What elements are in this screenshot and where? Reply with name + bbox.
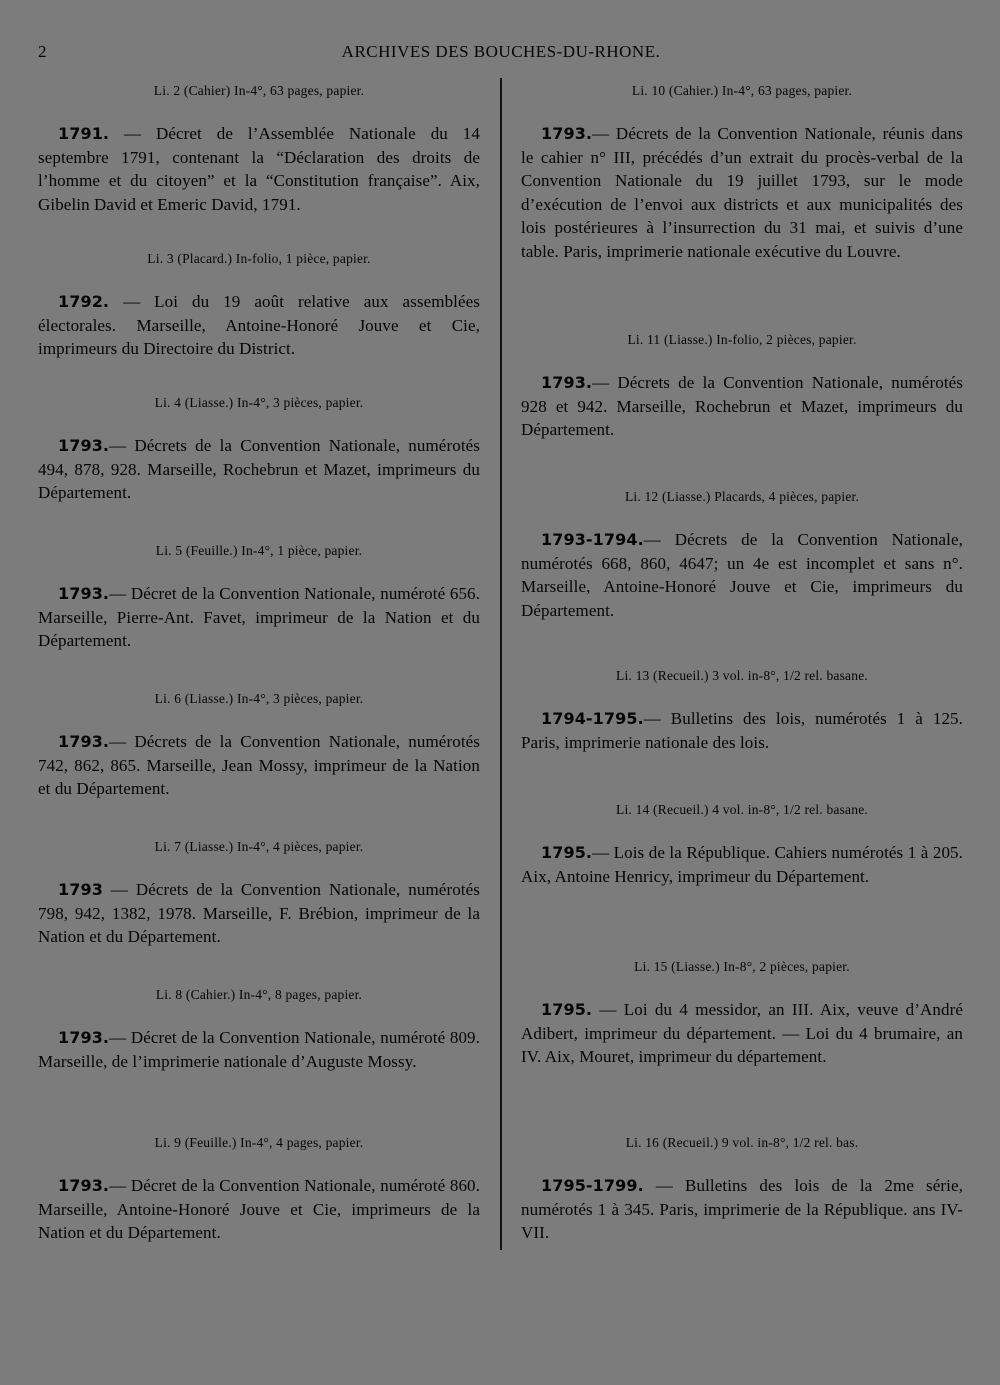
entry-year: 1793. <box>541 124 593 143</box>
entry-text <box>38 878 480 949</box>
entry <box>38 82 480 216</box>
entry-cote: Li. 13 (Recueil.) 3 vol. in-8°, 1/2 rel. basane. <box>616 668 868 683</box>
column-divider <box>500 78 502 1250</box>
entry-cote: Li. 11 (Liasse.) In-folio, 2 pièces, papier. <box>627 332 857 347</box>
entry-description: — Lois de la République. Cahiers numérotés 1 à 205. Aix, Antoine Henricy, imprimeur du Département. <box>521 843 963 886</box>
entry-text <box>38 730 480 801</box>
entry-description: — Loi du 4 messidor, an III. Aix, veuve d’André Adibert, imprimeur du département. — Loi du 4 brumaire, an IV. Aix, Mouret, imprimeur du département. <box>521 1000 963 1066</box>
entry-year: 1793. <box>58 1176 110 1195</box>
entry-description: — Décrets de la Convention Nationale, numérotés 668, 860, 4647; un 4e est incomplet et sans n°. Marseille, Antoine-Honoré Jouve et Cie, imprimeurs du Département. <box>521 530 963 620</box>
entry-description: — Décret de la Convention Nationale, numéroté 656. Marseille, Pierre-Ant. Favet, imprimeur de la Nation et du Département. <box>38 584 480 650</box>
entry-text <box>521 707 963 754</box>
entry <box>521 331 963 442</box>
entry-year: 1793. <box>58 436 110 455</box>
entry-cote: Li. 12 (Liasse.) Placards, 4 pièces, papier. <box>624 489 860 504</box>
entry-description: — Bulletins des lois, numérotés 1 à 125. Paris, imprimerie nationale des lois. <box>521 709 963 752</box>
entry-description: — Décret de la Convention Nationale, numéroté 860. Marseille, Antoine-Honoré Jouve et Cie, imprimeurs de la Nation et du Département. <box>38 1176 480 1242</box>
entry <box>521 801 963 888</box>
entry <box>38 838 480 949</box>
entry-description: — Décrets de la Convention Nationale, numérotés 798, 942, 1382, 1978. Marseille, F. Brébion, imprimeur de la Nation et du Département. <box>38 880 480 946</box>
entry-description: — Décret de la Convention Nationale, numéroté 809. Marseille, de l’imprimerie nationale d’Auguste Mossy. <box>38 1028 480 1071</box>
entry-description: — Bulletins des lois de la 2me série, numérotés 1 à 345. Paris, imprimerie de la République. ans IV-VII. <box>521 1176 963 1242</box>
entry-cote: Li. 2 (Cahier) In-4°, 63 pages, papier. <box>153 83 365 98</box>
entry-year: 1793. <box>541 373 593 392</box>
entry-year: 1793. <box>58 1028 110 1047</box>
entry-cote: Li. 3 (Placard.) In-folio, 1 pièce, papier. <box>147 251 371 266</box>
entry-description: — Loi du 19 août relative aux assemblées électorales. Marseille, Antoine-Honoré Jouve et Cie, imprimeurs du Directoire du District. <box>38 292 480 358</box>
entry-description: — Décret de l’Assemblée Nationale du 14 septembre 1791, contenant la “Déclaration des droits de l’homme et du citoyen” et la “Constitution française”. Aix, Gibelin David et Emeric David, 1791. <box>38 124 480 214</box>
entry-text <box>38 1174 480 1245</box>
running-title: ARCHIVES DES BOUCHES-DU-RHONE. <box>341 42 661 61</box>
entry-text <box>38 434 480 505</box>
entry-text <box>521 371 963 442</box>
entry-year: 1793-1794. <box>541 530 644 549</box>
entry-year: 1795. <box>541 843 593 862</box>
entry-description: — Décrets de la Convention Nationale, numérotés 928 et 942. Marseille, Rochebrun et Mazet, imprimeurs du Département. <box>521 373 963 439</box>
entry-cote: Li. 4 (Liasse.) In-4°, 3 pièces, papier. <box>154 395 364 410</box>
entry <box>521 667 963 754</box>
entry-text <box>38 122 480 216</box>
entry <box>38 986 480 1073</box>
entry-text <box>38 290 480 361</box>
entry-text <box>521 998 963 1069</box>
entry-cote: Li. 16 (Recueil.) 9 vol. in-8°, 1/2 rel. bas. <box>625 1135 859 1150</box>
entry <box>38 542 480 653</box>
entry-description: — Décrets de la Convention Nationale, numérotés 494, 878, 928. Marseille, Rochebrun et Mazet, imprimeurs du Département. <box>38 436 480 502</box>
entry-year: 1795. <box>541 1000 593 1019</box>
entry-cote: Li. 6 (Liasse.) In-4°, 3 pièces, papier. <box>154 691 364 706</box>
entry-year: 1794-1795. <box>541 709 644 728</box>
entry <box>38 1134 480 1245</box>
entry-text <box>521 841 963 888</box>
entry-text <box>521 528 963 622</box>
entry-text <box>521 122 963 263</box>
page-header <box>38 42 964 68</box>
entry-cote: Li. 9 (Feuille.) In-4°, 4 pages, papier. <box>154 1135 364 1150</box>
entry-year: 1793. <box>58 584 110 603</box>
entry <box>521 82 963 263</box>
entry <box>521 1134 963 1245</box>
entry-cote: Li. 7 (Liasse.) In-4°, 4 pièces, papier. <box>154 839 364 854</box>
entry-year: 1795-1799. <box>541 1176 644 1195</box>
entry-year: 1793. <box>58 732 110 751</box>
entry-text <box>521 1174 963 1245</box>
entry-text <box>38 1026 480 1073</box>
entry-text <box>38 582 480 653</box>
entry-cote: Li. 10 (Cahier.) In-4°, 63 pages, papier. <box>631 83 853 98</box>
entry-description: — Décrets de la Convention Nationale, réunis dans le cahier n° III, précédés d’un extrait du procès-verbal de la Convention Nationale du 19 juillet 1793, sur le mode d’exécution de l’envoi aux districts et aux municipalités des lois postérieures à l’insurrection du 31 mai, et suivis d’une table. Paris, imprimerie nationale exécutive du Louvre. <box>521 124 963 261</box>
entry <box>38 394 480 505</box>
entry-cote: Li. 8 (Cahier.) In-4°, 8 pages, papier. <box>155 987 363 1002</box>
entry-cote: Li. 15 (Liasse.) In-8°, 2 pièces, papier. <box>634 959 850 974</box>
entry-cote: Li. 14 (Recueil.) 4 vol. in-8°, 1/2 rel. basane. <box>616 802 868 817</box>
entry <box>38 250 480 361</box>
entry <box>521 958 963 1069</box>
page-number: 2 <box>38 42 47 61</box>
entry <box>521 488 963 622</box>
entry-year: 1792. <box>58 292 110 311</box>
entry-year: 1793 <box>58 880 103 899</box>
entry-year: 1791. <box>58 124 110 143</box>
entry-description: — Décrets de la Convention Nationale, numérotés 742, 862, 865. Marseille, Jean Mossy, imprimeur de la Nation et du Département. <box>38 732 480 798</box>
entry-cote: Li. 5 (Feuille.) In-4°, 1 pièce, papier. <box>155 543 363 558</box>
entry <box>38 690 480 801</box>
